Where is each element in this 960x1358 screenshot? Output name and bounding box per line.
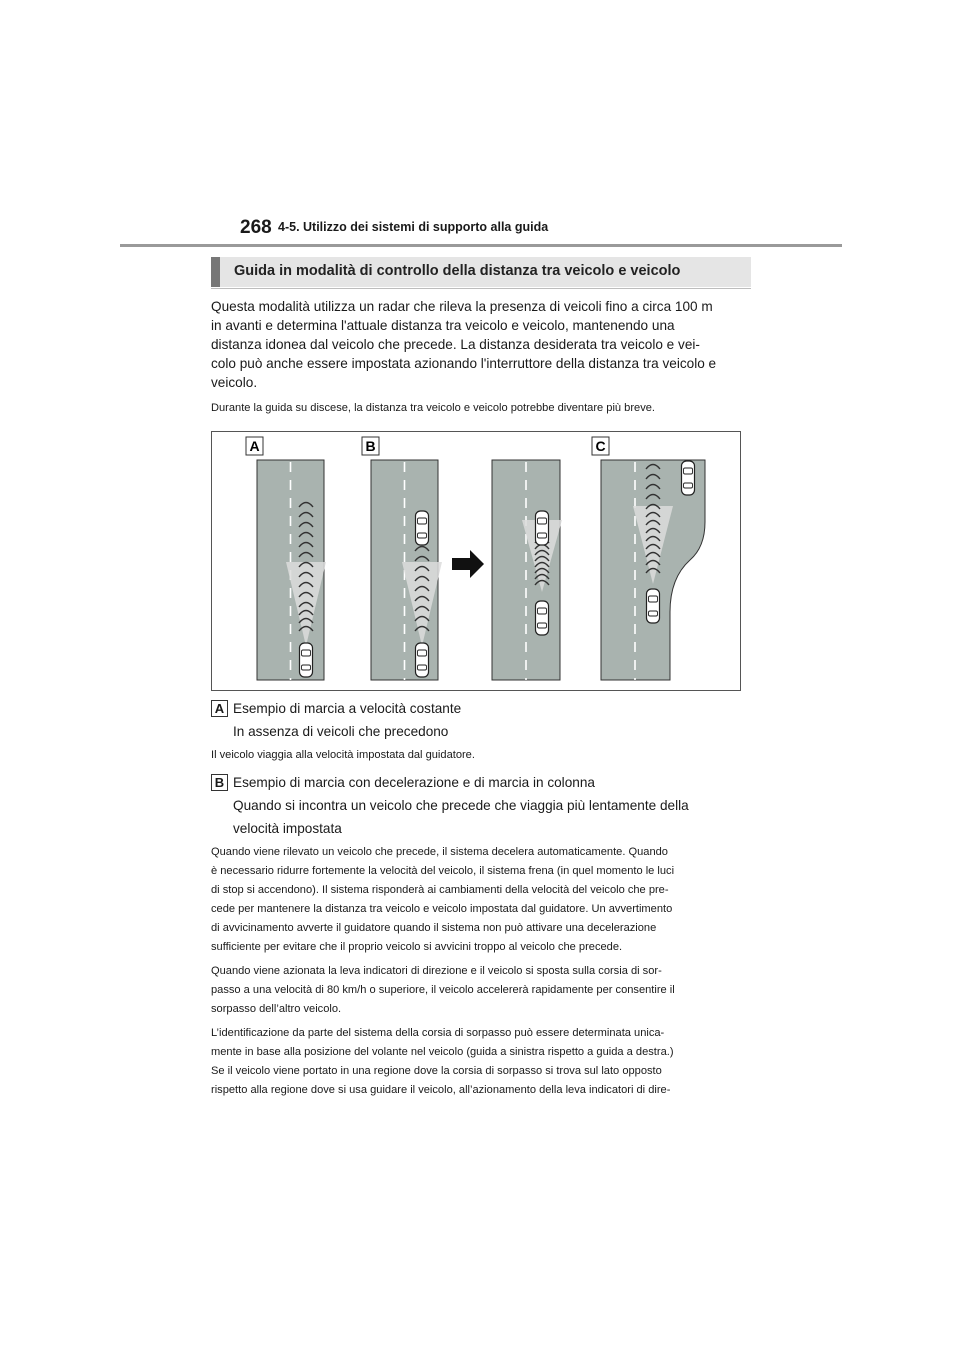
overtaken-car-icon [682,461,695,495]
item-a-title-row [211,699,751,719]
item-a-text: Il veicolo viaggia alla velocità impostata dal guidatore. [211,749,475,761]
intro-line: in avanti e determina l'attuale distanza tra veicolo e veicolo, mantenendo una [211,318,675,333]
item-b-p1-line: di avvicinamento avverte il guidatore quando il sistema non può attivare una decelerazione [211,922,657,934]
item-b-tag: B [211,774,228,791]
item-b-p1-line: Quando viene rilevato un veicolo che precede, il sistema decelera automaticamente. Quando [211,846,668,858]
acc-illustration [211,431,741,691]
item-a-title: Esempio di marcia a velocità costante [233,701,462,716]
item-b-title: Esempio di marcia con decelerazione e di marcia in colonna [233,775,595,790]
item-b-p2-line: Quando viene azionata la leva indicatori di direzione e il veicolo si sposta sulla corsia di sor- [211,965,662,977]
item-b-p3-line: rispetto alla regione dove si usa guidare il veicolo, all’azionamento della leva indicatori di dire- [211,1084,671,1096]
intro-line: distanza idonea dal veicolo che precede. La distanza desiderata tra veicolo e vei- [211,337,700,352]
intro-line: veicolo. [211,375,258,390]
intro-line: colo può anche essere impostata azionando l'interruttore della distanza tra veicolo e [211,356,717,371]
svg-text:A: A [249,438,260,454]
own-car-icon [300,643,313,677]
item-b-subtitle-line: velocità impostata [233,821,342,836]
item-b-p3-line: L’identificazione da parte del sistema della corsia di sorpasso può essere determinata unica- [211,1027,665,1039]
acc-diagram [212,432,740,690]
own-car-icon [647,589,660,623]
item-b-p3-line: mente in base alla posizione del volante nel veicolo (guida a sinistra rispetto a guida a destra.) [211,1046,674,1058]
label-c [592,437,609,455]
item-b-title-row [211,773,751,793]
section-heading: Guida in modalità di controllo della distanza tra veicolo e veicolo [234,263,681,279]
item-b-p1-line: cede per mantenere la distanza tra veicolo e veicolo impostata dal guidatore. Un avvertimento [211,903,673,915]
section-title: 4-5. Utilizzo dei sistemi di supporto alla guida [278,220,549,234]
svg-text:C: C [595,438,606,454]
item-b-p2-line: passo a una velocità di 80 km/h o superiore, il veicolo accelererà rapidamente per consentire il [211,984,675,996]
road-b [371,460,442,680]
item-a-tag: A [211,700,228,717]
road-a [257,460,326,680]
note-text: Durante la guida su discese, la distanza tra veicolo e veicolo potrebbe diventare più breve. [211,402,656,414]
item-a-subtitle: In assenza di veicoli che precedono [233,724,449,739]
road-c [601,460,705,680]
heading-underline [211,288,751,289]
page-number: 268 [240,217,272,238]
item-b-p1-line: sufficiente per evitare che il proprio veicolo si avvicini troppo al veicolo che precede. [211,941,623,953]
header-divider [120,244,842,247]
item-b-p1-line: è necessario ridurre fortemente la velocità del veicolo, il sistema frena (in quel momento le luci [211,865,675,877]
svg-text:B: B [365,438,376,454]
label-b [362,437,379,455]
item-b-p1-line: di stop si accendono). Il sistema risponderà ai cambiamenti della velocità del veicolo che pre- [211,884,669,896]
item-b-subtitle-line: Quando si incontra un veicolo che precede che viaggia più lentamente della [233,798,689,813]
item-b-p3-line: Se il veicolo viene portato in una regione dove la corsia di sorpasso si trova sul lato opposto [211,1065,662,1077]
road-b-following [492,460,562,680]
label-a [246,437,263,455]
preceding-car-icon [416,511,429,545]
own-car-icon [416,643,429,677]
transition-arrow-icon [452,550,484,578]
section-heading-box [211,257,751,287]
preceding-car-icon [536,511,549,545]
intro-line: Questa modalità utilizza un radar che rileva la presenza di veicoli fino a circa 100 m [211,299,713,314]
own-car-icon [536,601,549,635]
item-b-p2-line: sorpasso dell’altro veicolo. [211,1003,342,1015]
